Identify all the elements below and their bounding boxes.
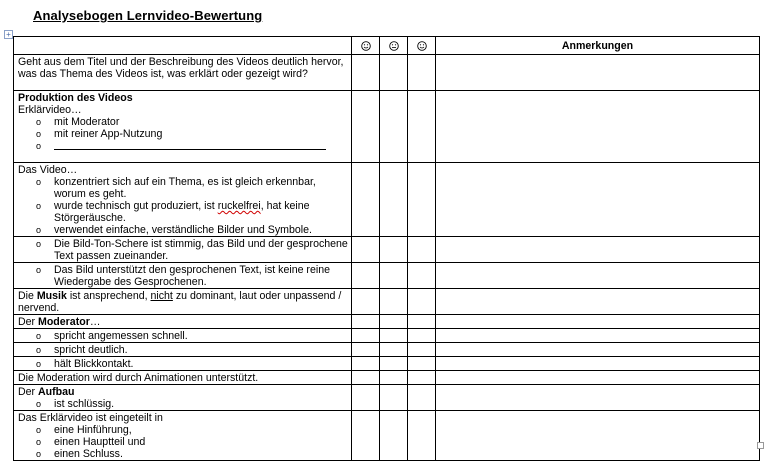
table-row	[14, 289, 760, 315]
rating-cell-sad[interactable]	[408, 55, 436, 91]
rating-cell-neutral[interactable]	[380, 237, 408, 263]
list-item: o eine Hinführung,	[18, 424, 348, 436]
rating-cell-sad[interactable]	[408, 371, 436, 385]
table-move-handle-icon[interactable]: +	[4, 30, 13, 39]
rating-cell-neutral[interactable]	[380, 315, 408, 329]
evaluation-table	[13, 36, 760, 461]
music-text: ist ansprechend,	[66, 290, 151, 302]
table-row	[14, 411, 760, 461]
list-item: o mit Moderator	[18, 116, 348, 128]
table-resize-handle[interactable]	[757, 442, 764, 449]
rating-cell-happy[interactable]	[352, 289, 380, 315]
spellcheck-word[interactable]: ruckelfrei	[217, 200, 261, 212]
sad-smiley-icon	[417, 41, 427, 51]
rating-cell-neutral[interactable]	[380, 385, 408, 411]
remarks-cell[interactable]	[436, 163, 760, 237]
table-row	[14, 343, 760, 357]
criterion-production	[14, 91, 352, 163]
header-neutral-cell	[380, 37, 408, 55]
criterion-speed	[14, 329, 352, 343]
music-text: zu dominant, laut oder unpassend / nervend.	[18, 290, 342, 314]
table-row	[14, 371, 760, 385]
table-row	[14, 315, 760, 329]
rating-cell-neutral[interactable]	[380, 329, 408, 343]
table-row	[14, 385, 760, 411]
music-text: Die	[18, 290, 37, 302]
rating-cell-sad[interactable]	[408, 237, 436, 263]
table-row	[14, 163, 760, 237]
rating-cell-sad[interactable]	[408, 411, 436, 461]
rating-cell-sad[interactable]	[408, 357, 436, 371]
remarks-cell[interactable]	[436, 411, 760, 461]
rating-cell-happy[interactable]	[352, 315, 380, 329]
remarks-cell[interactable]	[436, 371, 760, 385]
criterion-image-sound	[14, 237, 352, 263]
rating-cell-happy[interactable]	[352, 237, 380, 263]
remarks-cell[interactable]	[436, 237, 760, 263]
rating-cell-neutral[interactable]	[380, 411, 408, 461]
header-happy-cell	[352, 37, 380, 55]
list-item: o einen Schluss.	[18, 448, 348, 460]
music-keyword: Musik	[36, 290, 67, 302]
rating-cell-happy[interactable]	[352, 55, 380, 91]
criterion-structure	[14, 385, 352, 411]
remarks-cell[interactable]	[436, 289, 760, 315]
rating-cell-happy[interactable]	[352, 329, 380, 343]
rating-cell-sad[interactable]	[408, 91, 436, 163]
production-heading: Produktion des Videos	[18, 92, 133, 104]
list-text: , hat keine Störgeräusche.	[54, 200, 310, 224]
list-text: wurde technisch gut produziert, ist	[54, 200, 218, 212]
table-row	[14, 329, 760, 343]
rating-cell-happy[interactable]	[352, 411, 380, 461]
rating-cell-happy[interactable]	[352, 385, 380, 411]
rating-cell-neutral[interactable]	[380, 55, 408, 91]
criterion-eye-contact	[14, 357, 352, 371]
rating-cell-sad[interactable]	[408, 315, 436, 329]
list-item: o ist schlüssig.	[18, 398, 348, 410]
production-intro: Erklärvideo…	[18, 104, 82, 116]
list-item: o spricht angemessen schnell.	[18, 330, 348, 342]
table-row	[14, 263, 760, 289]
rating-cell-neutral[interactable]	[380, 357, 408, 371]
header-remarks: Anmerkungen	[436, 37, 760, 55]
rating-cell-neutral[interactable]	[380, 371, 408, 385]
rating-cell-neutral[interactable]	[380, 163, 408, 237]
rating-cell-sad[interactable]	[408, 263, 436, 289]
list-item: o Die Bild-Ton-Schere ist stimmig, das Bild und der gesprochene Text passen zueinander.	[18, 238, 348, 262]
list-item: o einen Hauptteil und	[18, 436, 348, 448]
criterion-animations: Die Moderation wird durch Animationen unterstützt.	[14, 371, 352, 385]
moderator-text: …	[89, 316, 101, 328]
remarks-cell[interactable]	[436, 315, 760, 329]
table-row	[14, 91, 760, 163]
remarks-cell[interactable]	[436, 329, 760, 343]
criterion-moderator	[14, 315, 352, 329]
rating-cell-neutral[interactable]	[380, 289, 408, 315]
rating-cell-happy[interactable]	[352, 91, 380, 163]
rating-cell-happy[interactable]	[352, 371, 380, 385]
remarks-cell[interactable]	[436, 55, 760, 91]
list-item	[18, 200, 348, 224]
neutral-smiley-icon	[389, 41, 399, 51]
rating-cell-neutral[interactable]	[380, 343, 408, 357]
rating-cell-sad[interactable]	[408, 385, 436, 411]
list-item: o spricht deutlich.	[18, 344, 348, 356]
rating-cell-sad[interactable]	[408, 289, 436, 315]
criterion-topic: Geht aus dem Titel und der Beschreibung des Videos deutlich hervor, was das Thema des Videos ist, was erklärt oder gezeigt wird?	[14, 55, 352, 91]
document-title: Analysebogen Lernvideo-Bewertung	[33, 8, 263, 23]
table-row	[14, 237, 760, 263]
structure-text: Der	[18, 386, 39, 398]
list-item: o mit reiner App-Nutzung	[18, 128, 348, 140]
criterion-music	[14, 289, 352, 315]
moderator-keyword: Moderator	[38, 316, 90, 328]
remarks-cell[interactable]	[436, 343, 760, 357]
remarks-cell[interactable]	[436, 91, 760, 163]
fill-in-line[interactable]	[18, 140, 348, 152]
rating-cell-happy[interactable]	[352, 163, 380, 237]
list-item: o hält Blickkontakt.	[18, 358, 348, 370]
rating-cell-sad[interactable]	[408, 163, 436, 237]
rating-cell-neutral[interactable]	[380, 91, 408, 163]
rating-cell-neutral[interactable]	[380, 263, 408, 289]
table-row	[14, 55, 760, 91]
criterion-video	[14, 163, 352, 237]
music-underlined: nicht	[150, 290, 173, 302]
happy-smiley-icon	[361, 41, 371, 51]
rating-cell-happy[interactable]	[352, 343, 380, 357]
header-row	[14, 37, 760, 55]
remarks-cell[interactable]	[436, 263, 760, 289]
sections-intro: Das Erklärvideo ist eingeteilt in	[18, 412, 163, 424]
video-intro: Das Video…	[18, 164, 78, 176]
header-criteria-cell	[14, 37, 352, 55]
moderator-text: Der	[18, 316, 39, 328]
criterion-sections	[14, 411, 352, 461]
remarks-cell[interactable]	[436, 385, 760, 411]
rating-cell-happy[interactable]	[352, 357, 380, 371]
rating-cell-happy[interactable]	[352, 263, 380, 289]
rating-cell-sad[interactable]	[408, 343, 436, 357]
header-sad-cell	[408, 37, 436, 55]
remarks-cell[interactable]	[436, 357, 760, 371]
criterion-clarity	[14, 343, 352, 357]
list-item: o Das Bild unterstützt den gesprochenen Text, ist keine reine Wiedergabe des Gesprochenen.	[18, 264, 348, 288]
list-item: o verwendet einfache, verständliche Bilder und Symbole.	[18, 224, 348, 236]
list-item: o konzentriert sich auf ein Thema, es ist gleich erkennbar, worum es geht.	[18, 176, 348, 200]
rating-cell-sad[interactable]	[408, 329, 436, 343]
structure-keyword: Aufbau	[38, 386, 75, 398]
table-row	[14, 357, 760, 371]
criterion-image-support	[14, 263, 352, 289]
